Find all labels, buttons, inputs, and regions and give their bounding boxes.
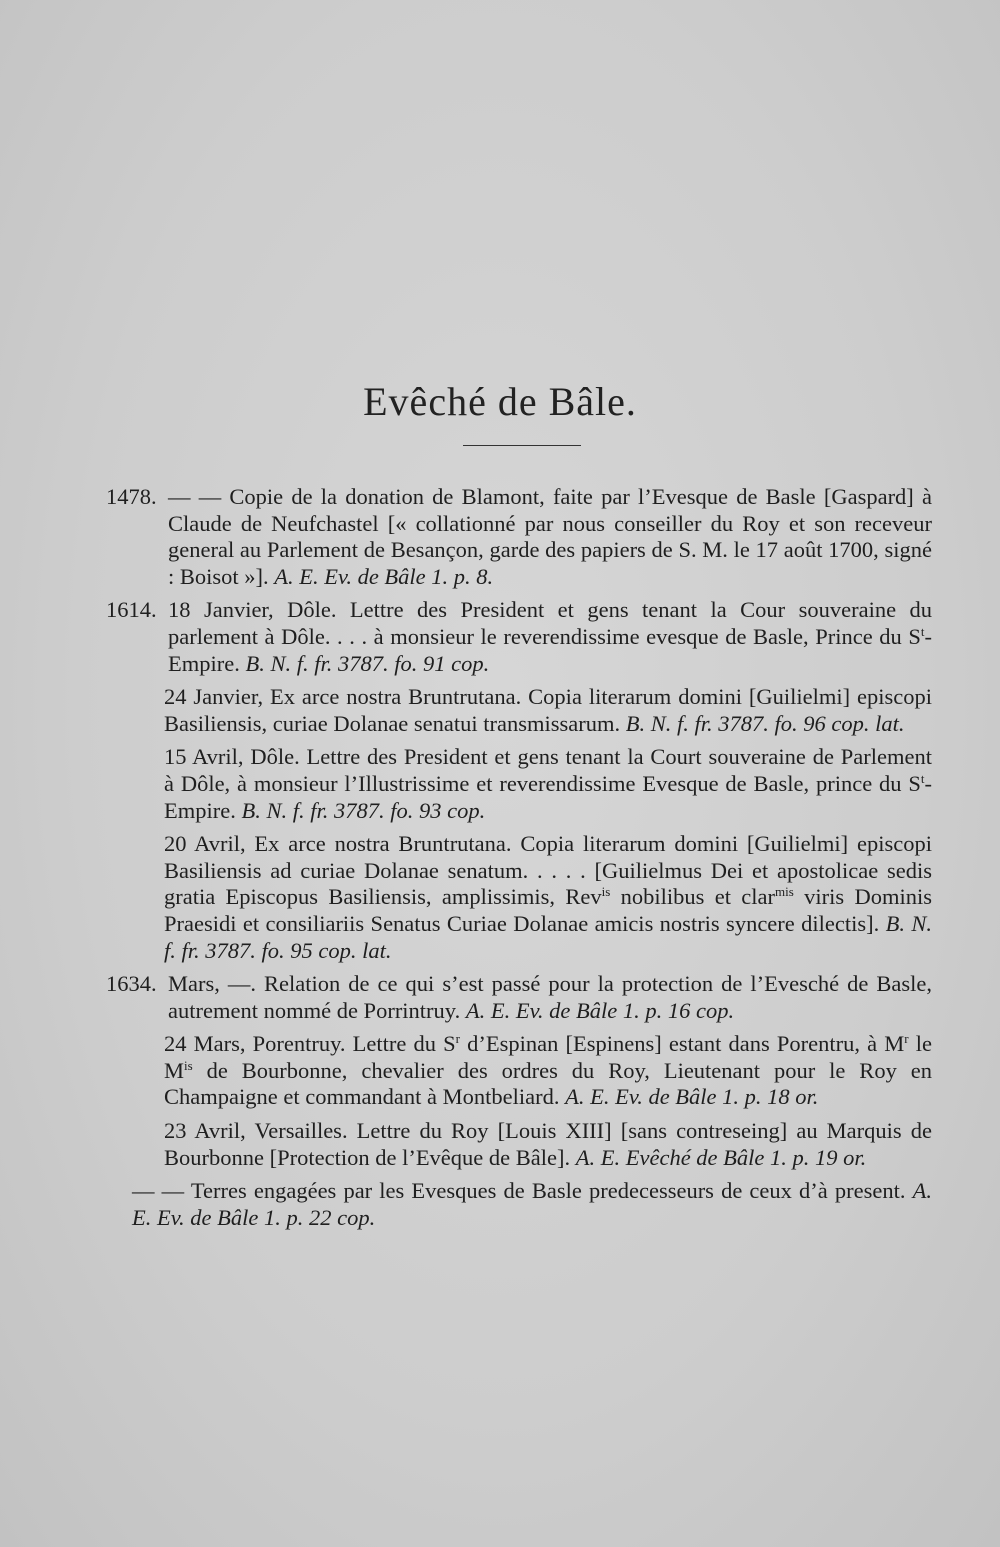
entry-1634-avril-23 <box>164 1118 932 1171</box>
entry-text: 24 Janvier, Ex arce nostra Bruntrutana. Copia literarum domini [Guilielmi] episcopi Basiliensis, curiae Dolanae senatui transmissarum. <box>164 684 932 736</box>
entry-text: -Empire. <box>164 770 932 823</box>
entry-reference: A. E. Evêché de Bâle 1. p. 19 or. <box>575 1144 867 1170</box>
entry-text: Mars, —. Relation de ce qui s’est passé pour la protection de l’Evesché de Basle, autrement nommé de Porrintruy. <box>168 971 932 1023</box>
entry-1478 <box>106 484 932 590</box>
entry-reference: A. E. Ev. de Bâle 1. p. 16 cop. <box>465 997 735 1023</box>
entry-text: nobilibus et clar <box>610 884 776 910</box>
entry-text: 23 Avril, Versailles. Lettre du Roy [Louis XIII] [sans contreseing] au Marquis de Bourbonne [Protection de l’Evêque de Bâle]. <box>164 1118 932 1170</box>
entry-1614-janvier-18 <box>106 597 932 677</box>
entry-year: 1614. <box>106 597 157 623</box>
document-body <box>106 484 932 1238</box>
entry-1614-janvier-24 <box>164 684 932 737</box>
entry-reference: A. E. Ev. de Bâle 1. p. 18 or. <box>565 1084 819 1110</box>
title-rule <box>463 445 581 446</box>
superscript: mis <box>775 884 794 900</box>
entry-1614-avril-20 <box>164 831 932 964</box>
entry-text: viris Dominis Praesidi et consiliariis Senatus Curiae Dolanae amicis nostris syncere dilectis]. <box>164 884 933 936</box>
entry-text: 24 Mars, Porentruy. Lettre du S <box>164 1031 456 1057</box>
entry-reference: B. N. f. fr. 3787. fo. 93 cop. <box>241 797 486 823</box>
entry-reference: B. N. f. fr. 3787. fo. 91 cop. <box>245 650 490 676</box>
entry-text: d’Espinan [Espinens] estant dans Porentru, à M <box>460 1031 905 1057</box>
entry-1634-terres <box>132 1178 932 1231</box>
superscript: is <box>601 884 611 900</box>
entry-text: — — Copie de la donation de Blamont, faite par l’Evesque de Basle [Gaspard] à Claude de Neufchastel [« collationné par nous conseiller du Roy et son receveur general au Parlement de Besançon, garde des papiers de S. M. le 17 août 1700, signé : Boisot »]. <box>168 484 932 589</box>
entry-reference: A. E. Ev. de Bâle 1. p. 8. <box>274 563 494 589</box>
entry-text: -Empire. <box>168 623 932 676</box>
entry-1614-avril-15 <box>164 744 932 824</box>
superscript: r <box>904 1031 909 1047</box>
entry-text: le M <box>164 1031 932 1083</box>
entry-year: 1634. <box>106 971 157 997</box>
entry-text: 18 Janvier, Dôle. Lettre des President et gens tenant la Cour souveraine du parlement à Dôle. . . . à monsieur le reverendissime evesque de Basle, Prince du S <box>168 597 932 649</box>
entry-text: 20 Avril, Ex arce nostra Bruntrutana. Copia literarum domini [Guilielmi] episcopi Basiliensis ad curiae Dolanae senatum. . . . . [Guilielmus Dei et apostolicae sedis gratia Episcopus Basiliensis, amplissimis, Rev <box>164 831 932 910</box>
page-title: Evêché de Bâle. <box>363 379 637 424</box>
entry-year: 1478. <box>106 484 157 509</box>
superscript: r <box>455 1031 461 1047</box>
superscript: t <box>920 770 925 786</box>
entry-text: — — Terres engagées par les Evesques de Basle predecesseurs de ceux d’à present. <box>132 1178 906 1204</box>
superscript: t <box>920 623 925 639</box>
superscript: is <box>184 1057 193 1073</box>
entry-reference: B. N. f. fr. 3787. fo. 96 cop. lat. <box>625 710 905 736</box>
entry-text: 15 Avril, Dôle. Lettre des President et gens tenant la Court souveraine de Parlement à Dôle, à monsieur l’Illustrissime et reverendissime Evesque de Basle, prince du S <box>164 744 932 796</box>
entry-reference: A. E. Ev. de Bâle 1. p. 22 cop. <box>132 1178 933 1230</box>
entry-1634-mars <box>106 971 932 1024</box>
entry-1634-mars-24 <box>164 1031 932 1111</box>
entry-reference: B. N. f. fr. 3787. fo. 95 cop. lat. <box>164 910 932 963</box>
entry-text: de Bourbonne, chevalier des ordres du Roy, Lieutenant pour le Roy en Champaigne et commandant à Montbeliard. <box>164 1057 932 1110</box>
